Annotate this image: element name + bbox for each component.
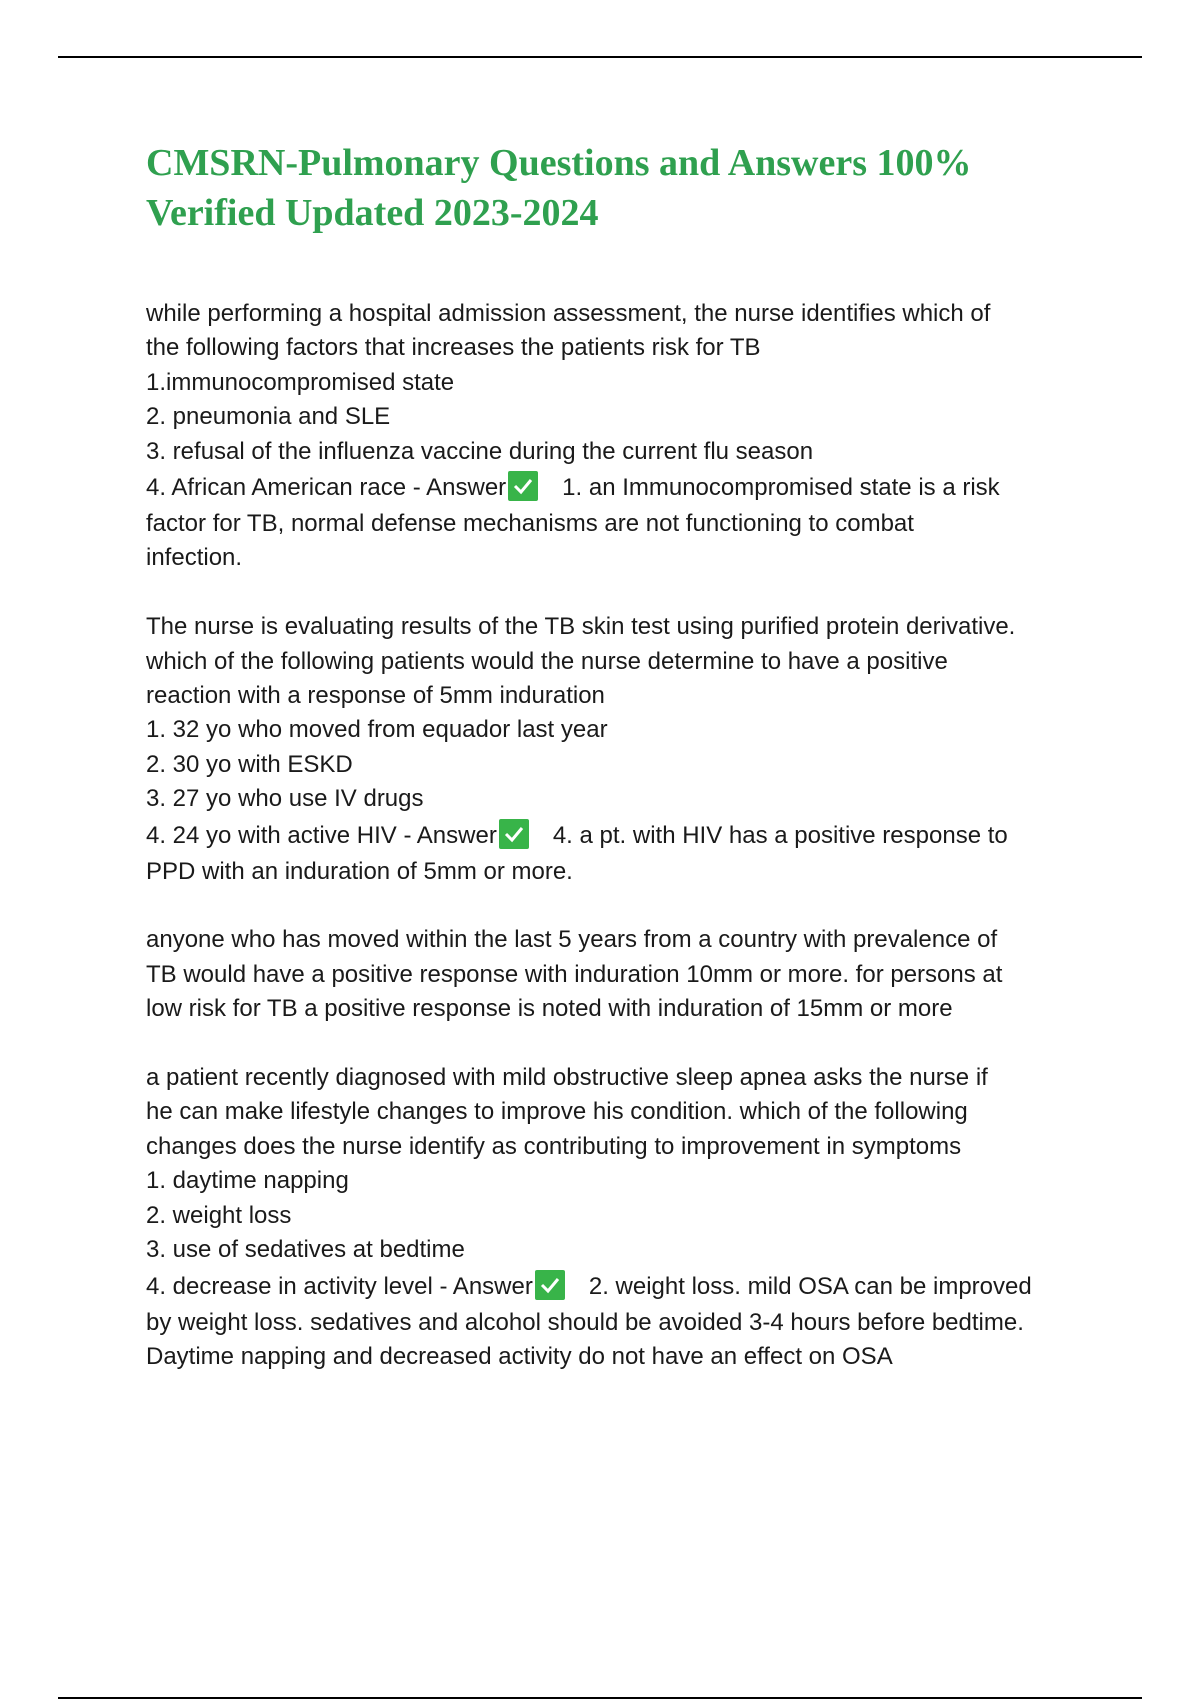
- answer-line: [146, 1268, 1106, 1306]
- document-body: [146, 297, 1106, 1409]
- note-block: [146, 923, 1106, 1026]
- option-item: 2. weight loss: [146, 1201, 292, 1229]
- answer-text-line: factor for TB, normal defense mechanisms are not functioning to combat: [146, 510, 914, 538]
- question-block-1: [146, 297, 1106, 576]
- option-item: 3. refusal of the influenza vaccine during the current flu season: [146, 437, 814, 465]
- last-option-label: 4. African American race - Answer: [146, 474, 507, 502]
- option-item: 2. pneumonia and SLE: [146, 403, 391, 431]
- note-line: TB would have a positive response with induration 10mm or more. for persons at: [146, 960, 1003, 988]
- answer-text: 2. weight loss. mild OSA can be improved: [588, 1272, 1032, 1300]
- question-stem-line: changes does the nurse identify as contributing to improvement in symptoms: [146, 1132, 962, 1160]
- answer-text-line: Daytime napping and decreased activity do not have an effect on OSA: [146, 1342, 893, 1370]
- answer-text-line: by weight loss. sedatives and alcohol should be avoided 3-4 hours before bedtime.: [146, 1308, 1024, 1336]
- question-stem-line: a patient recently diagnosed with mild obstructive sleep apnea asks the nurse if: [146, 1064, 988, 1092]
- answer-text-line: infection.: [146, 544, 243, 572]
- check-icon: [499, 819, 529, 849]
- question-block-2: [146, 610, 1106, 889]
- check-icon: [508, 471, 538, 501]
- option-item: 1. daytime napping: [146, 1167, 349, 1195]
- question-stem-line: The nurse is evaluating results of the TB skin test using purified protein derivative.: [146, 613, 1016, 641]
- option-item: 3. 27 yo who use IV drugs: [146, 785, 424, 813]
- check-icon: [535, 1270, 565, 1300]
- last-option-label: 4. 24 yo with active HIV - Answer: [146, 821, 497, 849]
- question-block-3: [146, 1061, 1106, 1374]
- option-item: 1.immunocompromised state: [146, 368, 455, 396]
- option-item: 1. 32 yo who moved from equador last year: [146, 716, 608, 744]
- last-option-label: 4. decrease in activity level - Answer: [146, 1272, 533, 1300]
- note-line: low risk for TB a positive response is noted with induration of 15mm or more: [146, 995, 953, 1023]
- answer-line: [146, 817, 1106, 855]
- question-stem-line: the following factors that increases the patients risk for TB: [146, 334, 761, 362]
- top-rule: [58, 56, 1142, 58]
- question-stem-line: reaction with a response of 5mm induration: [146, 682, 605, 710]
- title-line-2: Verified Updated 2023-2024: [146, 192, 599, 234]
- title-line-1: CMSRN-Pulmonary Questions and Answers 100%: [146, 142, 972, 184]
- question-stem-line: which of the following patients would the nurse determine to have a positive: [146, 647, 948, 675]
- question-stem-line: he can make lifestyle changes to improve his condition. which of the following: [146, 1098, 968, 1126]
- option-item: 2. 30 yo with ESKD: [146, 750, 353, 778]
- answer-text-line: PPD with an induration of 5mm or more.: [146, 857, 573, 885]
- bottom-rule: [58, 1697, 1142, 1699]
- answer-text: 1. an Immunocompromised state is a risk: [562, 474, 1000, 502]
- option-item: 3. use of sedatives at bedtime: [146, 1236, 465, 1264]
- question-stem-line: while performing a hospital admission assessment, the nurse identifies which of: [146, 300, 991, 327]
- answer-line: [146, 469, 1106, 507]
- answer-text: 4. a pt. with HIV has a positive response to: [552, 821, 1008, 849]
- document-title: [146, 138, 1106, 238]
- note-line: anyone who has moved within the last 5 years from a country with prevalence of: [146, 926, 998, 954]
